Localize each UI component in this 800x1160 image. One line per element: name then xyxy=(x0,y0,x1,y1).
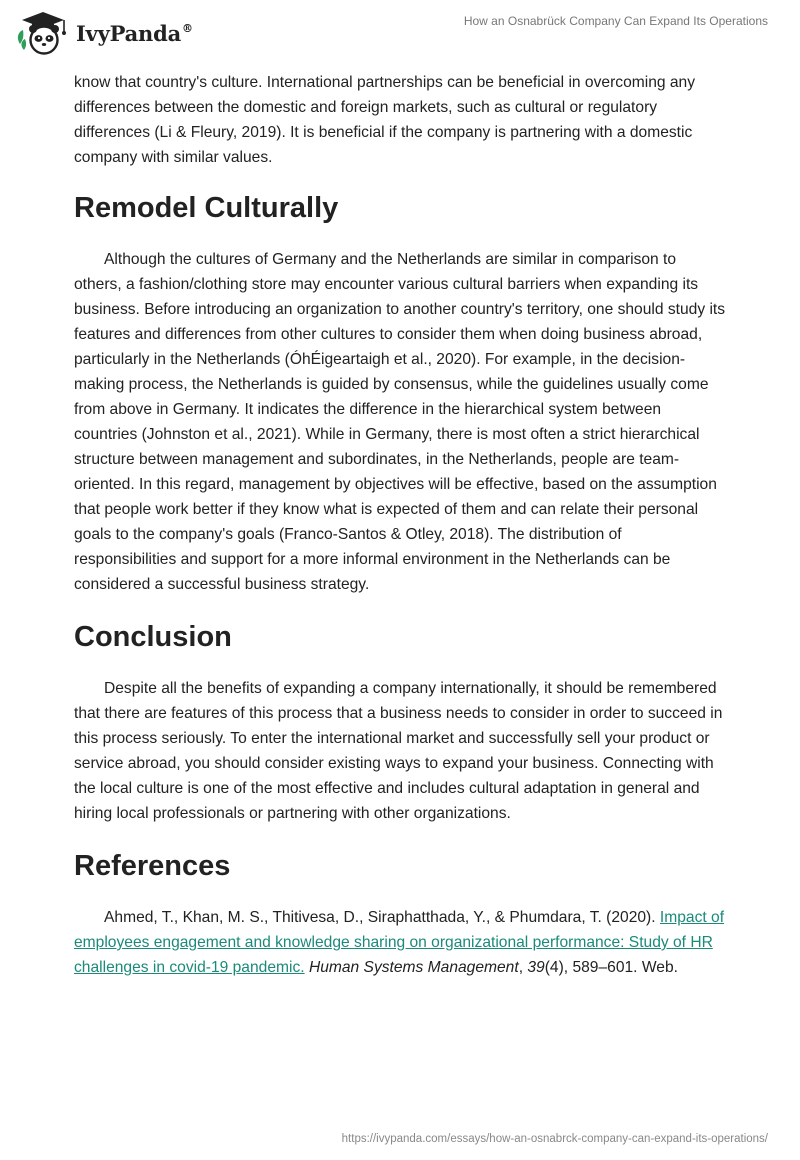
reference-link[interactable]: Impact of employees engagement and knowledge sharing on organizational performance: Study of HR challenges in covid-19 pandemic. xyxy=(74,909,725,976)
reference-entry xyxy=(74,905,726,980)
reference-journal: Human Systems Management xyxy=(308,959,519,976)
reference-comma: , xyxy=(518,959,524,976)
logo[interactable] xyxy=(14,10,193,56)
source-url: https://ivypanda.com/essays/how-an-osnabrck-company-can-expand-its-operations/ xyxy=(341,1133,768,1145)
remodel-heading: Remodel Culturally xyxy=(74,192,339,224)
reference-volume: 39 xyxy=(527,959,545,976)
page-header xyxy=(0,0,800,62)
document-title: How an Osnabrück Company Can Expand Its Operations xyxy=(463,14,768,28)
references-heading: References xyxy=(74,850,231,882)
remodel-paragraph: Although the cultures of Germany and the Netherlands are similar in comparison to others, a fashion/clothing store may encounter various cultural barriers when expanding its business. Before introducing an organization to another country's territory, one should study its features and differences from other cultures to consider them when doing business abroad, particularly in the Netherlands (ÓhÉigeartaigh et al., 2020). For example, in the decision-making process, the Netherlands is guided by consensus, while the guidelines usually come from above in Germany. It indicates the difference in the hierarchical system between countries (Johnston et al., 2021). While in Germany, there is most often a strict hierarchical structure between management and subordinates, in the Netherlands, people are team-oriented. In this regard, management by objectives will be effective, based on the assumption that people work better if they know what is expected of them and can relate their personal goals to the company's goals (Franco-Santos & Otley, 2018). The distribution of responsibilities and support for a more informal environment in the Netherlands can be considered a successful business strategy. xyxy=(74,251,726,593)
logo-wordmark: IvyPanda® xyxy=(76,20,193,46)
reference-rest: (4), 589–601. Web. xyxy=(544,959,678,976)
panda-logo-icon xyxy=(14,10,72,56)
reference-authors: Ahmed, T., Khan, M. S., Thitivesa, D., Siraphatthada, Y., & Phumdara, T. (2020). xyxy=(104,909,656,926)
conclusion-paragraph: Despite all the benefits of expanding a company internationally, it should be remembered that there are features of this process that a business needs to consider in order to succeed in this process seriously. To enter the international market and successfully sell your product or service abroad, you should consider existing ways to expand your business. Connecting with the local culture is one of the most effective and includes cultural adaptation in general and hiring local professionals or partnering with other organizations. xyxy=(74,680,723,822)
essay-body xyxy=(74,70,726,980)
intro-paragraph: know that country's culture. International partnerships can be beneficial in overcoming any differences between the domestic and foreign markets, such as cultural or regulatory differences (Li & Fleury, 2019). It is beneficial if the company is partnering with a domestic company with similar values. xyxy=(74,74,696,166)
conclusion-heading: Conclusion xyxy=(74,621,232,653)
